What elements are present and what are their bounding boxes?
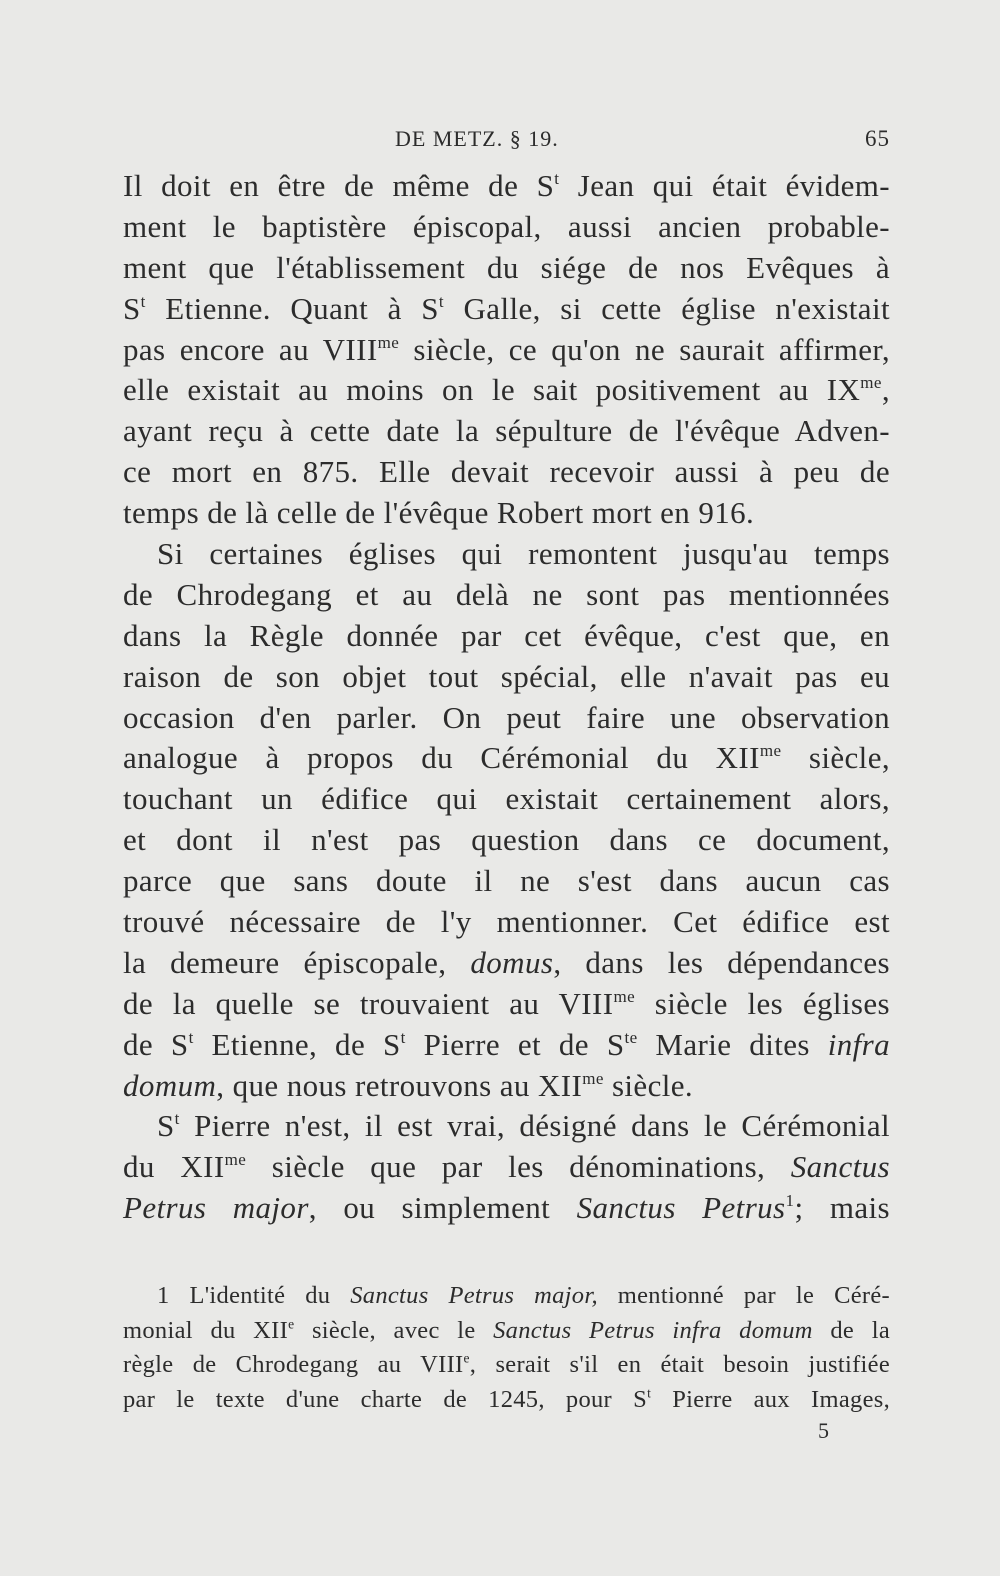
text-line: ment que l'établissement du siége de nos Evêques à [123, 249, 890, 285]
text-line: ce mort en 875. Elle devait recevoir aussi à peu de [123, 454, 890, 490]
text-line: elle existait au moins on le sait positivement au $IX^{me}$, [123, 372, 890, 408]
footnote-line: par le texte d'une charte de 1245, pour $S^t$ Pierre aux Images, [123, 1385, 890, 1413]
text-line: $S^t$ Etienne. Quant à $S^t$ Galle, si cette église n'existait [123, 290, 890, 326]
text-line: $S^t$ Pierre n'est, il est vrai, désigné dans le Cérémonial [157, 1108, 890, 1144]
text-line: Si certaines églises qui remontent jusqu'au temps [157, 536, 890, 572]
text-line: touchant un édifice qui existait certainement alors, [123, 781, 890, 817]
text-line: occasion d'en parler. On peut faire une observation [123, 699, 890, 735]
text-line: ayant reçu à cette date la sépulture de l'évêque Adven- [123, 413, 890, 449]
text-line: de la quelle se trouvaient au $VIII^{me}$ siècle les églises [123, 985, 890, 1021]
page-number: 65 [865, 126, 890, 151]
text-line: Petrus major, ou simplement Sanctus Petrus$^1$; mais [123, 1190, 891, 1226]
text-line: la demeure épiscopale, domus, dans les dépendances [123, 944, 890, 980]
page-header [123, 122, 890, 158]
text-line: ment le baptistère épiscopal, aussi ancien probable- [123, 208, 890, 244]
footnote-line: règle de Chrodegang au VIIIe, serait s'il en était besoin justifiée [123, 1350, 890, 1379]
paragraph [123, 166, 890, 534]
text-line: analogue à propos du Cérémonial du $XII^{me}$ siècle, [123, 740, 890, 776]
text-line: du $XII^{me}$ siècle que par les dénominations, Sanctus [123, 1149, 890, 1185]
footnote [123, 1279, 890, 1417]
text-line: pas encore au $VIII^{me}$ siècle, ce qu'on ne saurait affirmer, [123, 331, 891, 367]
footnote-line: monial du XIIe siècle, avec le Sanctus Petrus infra domum de la [123, 1316, 890, 1344]
signature-mark: 5 [818, 1418, 829, 1443]
footnote-line: 1 L'identité du Sanctus Petrus major, mentionné par le Céré- [157, 1282, 890, 1309]
paragraph [123, 1106, 890, 1229]
text-line: raison de son objet tout spécial, elle n'avait pas eu [123, 658, 890, 694]
text-line: domum, que nous retrouvons au $XII^{me}$ siècle. [123, 1067, 694, 1103]
running-title: DE METZ. § 19. [395, 126, 559, 151]
text-line: et dont il n'est pas question dans ce document, [123, 822, 890, 858]
text-line: dans la Règle donnée par cet évêque, c'est que, en [123, 617, 890, 653]
footnote-ref: 1 [785, 1191, 795, 1211]
text-line: de $S^t$ Etienne, de $S^t$ Pierre et de $S^{te}$ Marie dites infra [123, 1026, 890, 1062]
text-line: Il doit en être de même de $S^t$ Jean qui était évidem- [123, 168, 890, 203]
text-line: temps de là celle de l'évêque Robert mort en 916. [123, 495, 755, 531]
paragraph [123, 534, 890, 1106]
text-line: parce que sans doute il ne s'est dans aucun cas [123, 863, 890, 899]
text-line: trouvé nécessaire de l'y mentionner. Cet édifice est [123, 904, 890, 940]
main-text [123, 166, 890, 1229]
text-line: de Chrodegang et au delà ne sont pas mentionnées [123, 576, 890, 612]
